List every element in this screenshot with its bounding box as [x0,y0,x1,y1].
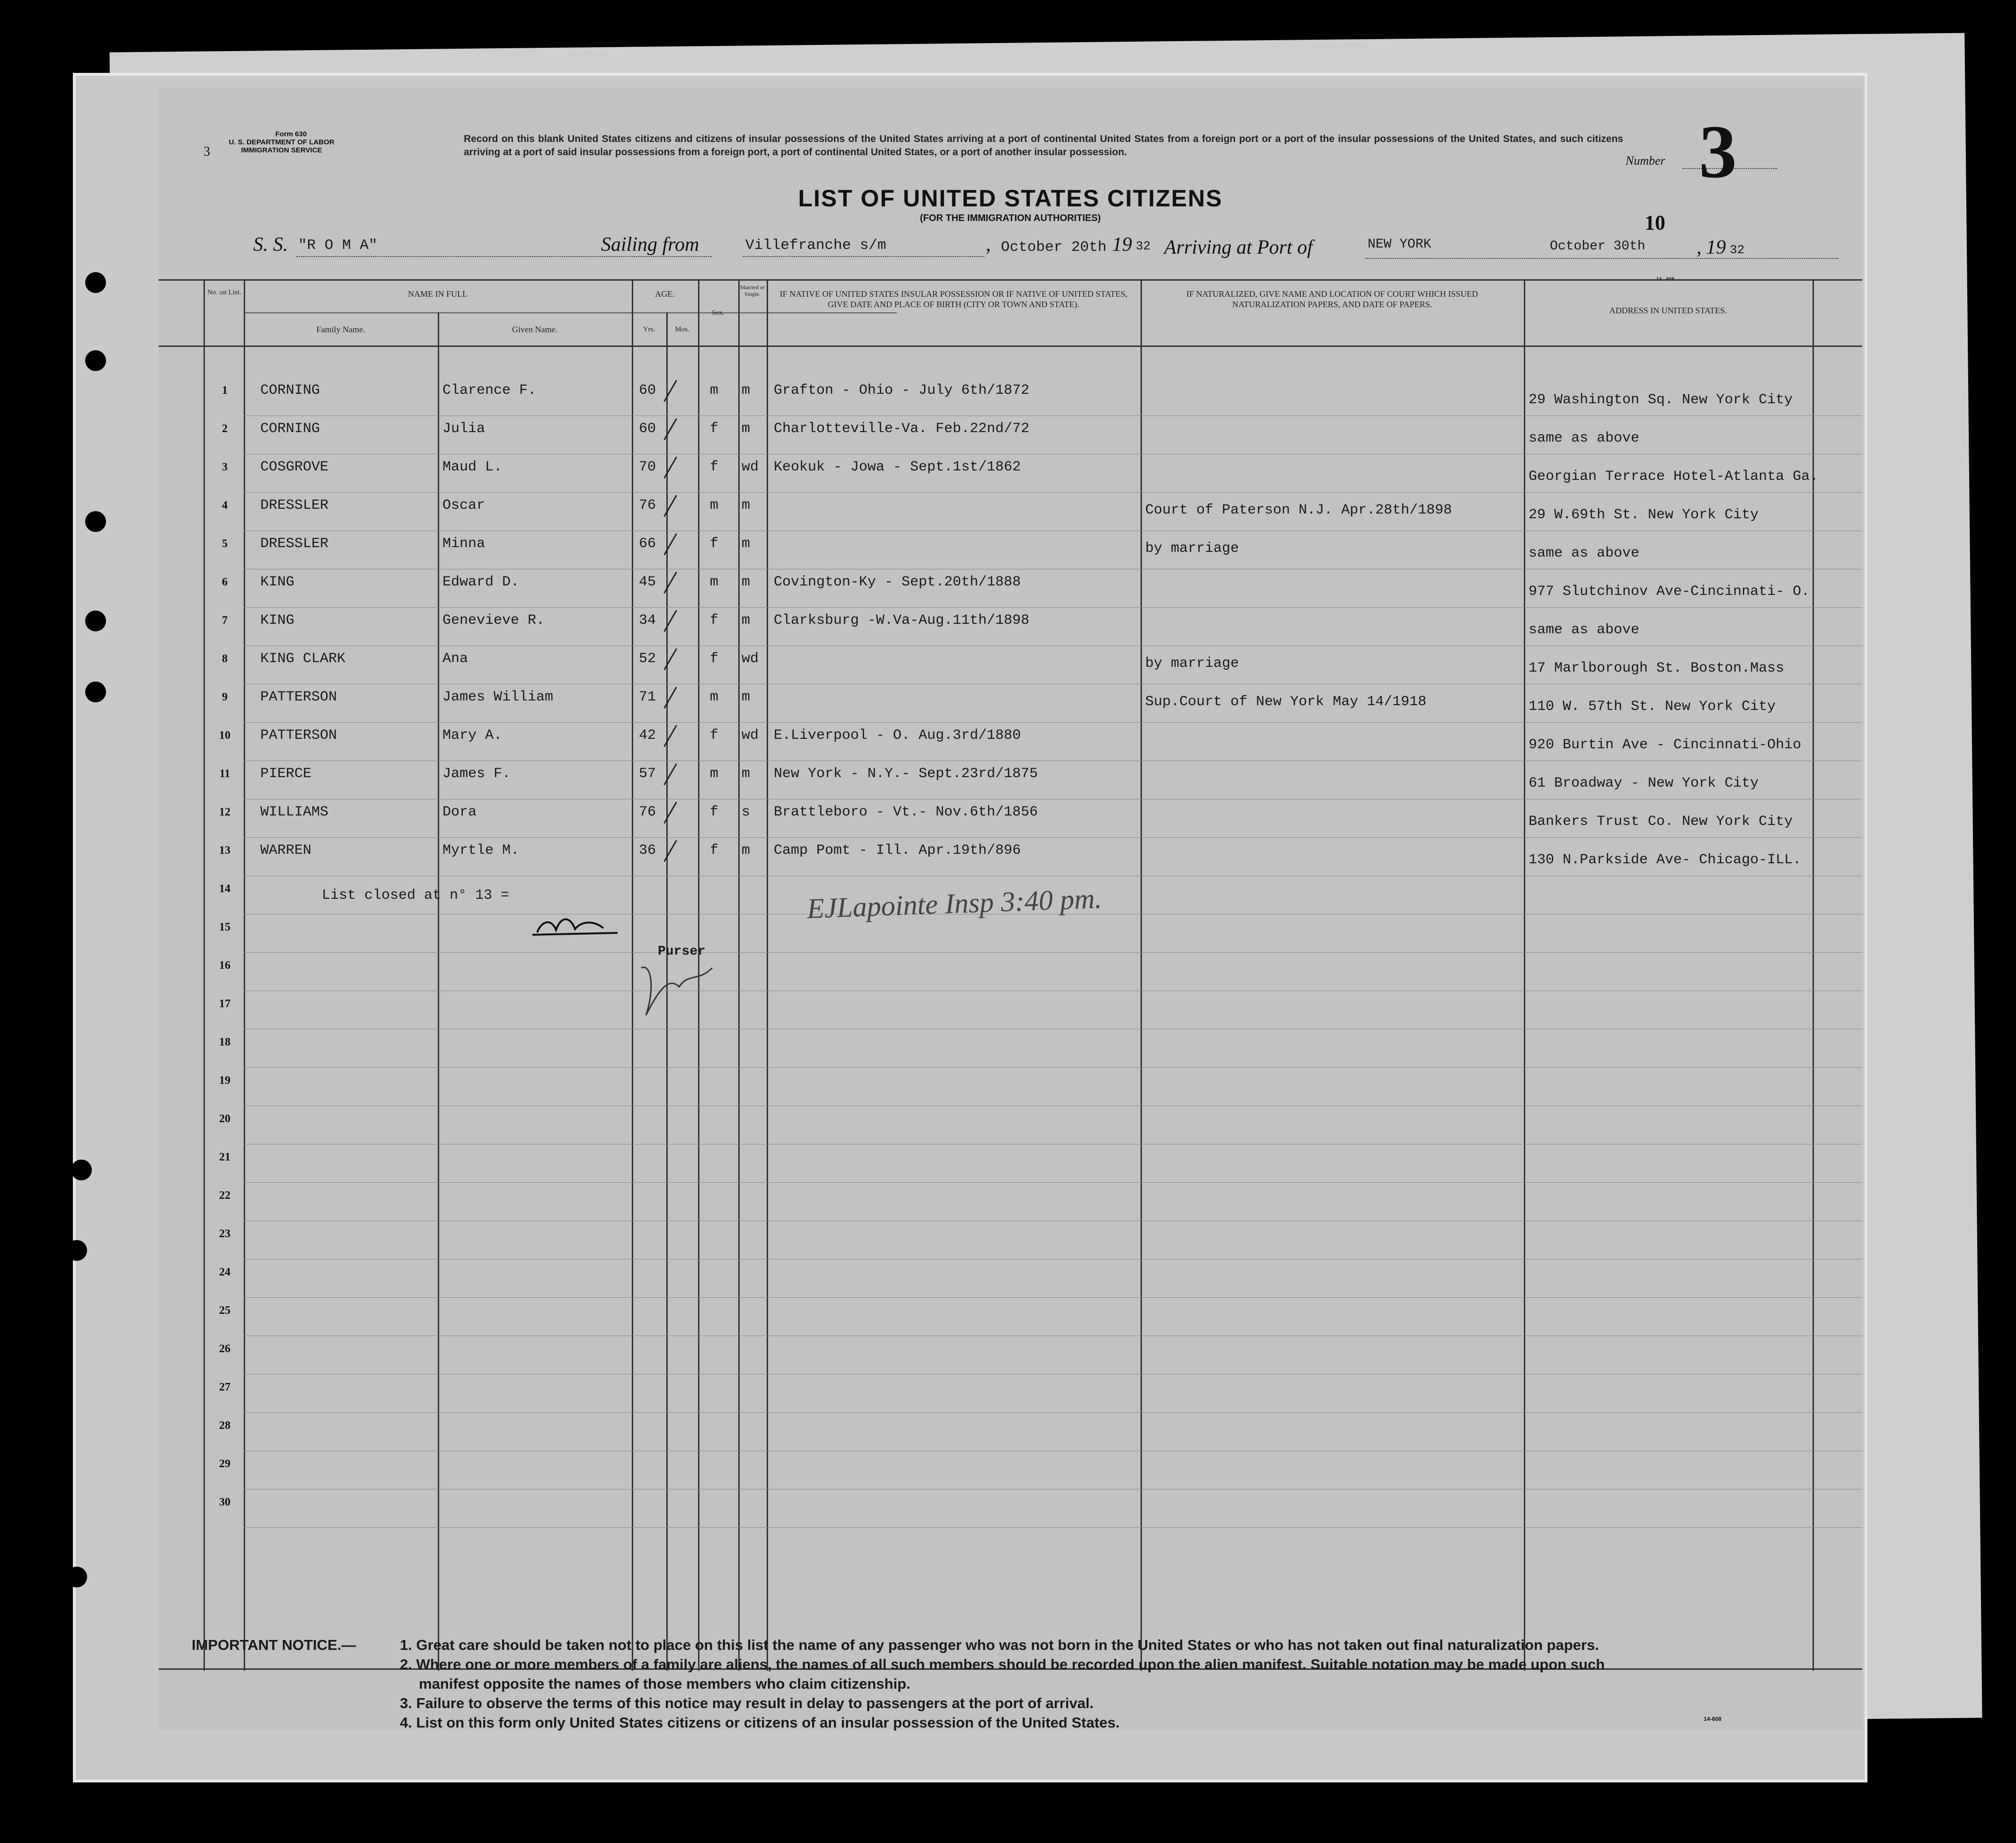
tick-mark-icon [663,725,677,747]
tick-mark-icon [663,418,677,441]
binder-hole-icon [71,1160,92,1180]
binder-hole-icon [85,350,106,371]
sex-cell: m [710,574,719,590]
row-rule [244,1182,1862,1183]
given-name-cell: Julia [442,421,486,437]
col-line [203,279,205,1671]
given-name-cell: James William [442,689,554,705]
address-cell: 29 Washington Sq. New York City [1529,392,1793,408]
birth-cell: Keokuk - Jowa - Sept.1st/1862 [774,459,1021,475]
row-number: 16 [219,959,230,972]
sex-cell: f [710,727,719,744]
header-address: ADDRESS IN UNITED STATES. [1609,306,1727,315]
family-name-cell: COSGROVE [260,459,329,475]
given-name-cell: Maud L. [442,459,503,475]
family-name-cell: PIERCE [260,766,312,782]
arrival-port: NEW YORK [1368,237,1432,252]
tick-mark-icon [663,763,677,786]
family-name-cell: KING [260,574,295,590]
row-number: 22 [219,1189,230,1202]
sailing-year: 32 [1136,239,1151,253]
tick-mark-icon [663,840,677,862]
family-name-cell: KING CLARK [260,651,346,667]
arrival-year-prefix: 19 [1706,237,1726,258]
row-number: 18 [219,1036,230,1048]
sex-cell: f [710,804,719,820]
given-name-cell: Dora [442,804,477,820]
naturalized-cell: by marriage [1145,656,1239,672]
sex-cell: f [710,651,719,667]
tick-mark-icon [663,380,677,402]
given-name-cell: Clarence F. [442,382,537,399]
row-number: 11 [219,768,230,780]
row-rule [244,1297,1862,1298]
table-top-border [159,279,1862,281]
header-no-on-list: No. on List. [207,289,241,296]
birth-cell: Covington-Ky - Sept.20th/1888 [774,574,1021,590]
arriving-label: Arriving at Port of [1164,237,1313,258]
service-label: IMMIGRATION SERVICE [241,146,322,154]
address-cell: Georgian Terrace Hotel-Atlanta Ga. [1529,469,1819,485]
row-number: 20 [219,1113,230,1125]
binder-hole-icon [85,682,106,702]
given-name-cell: Minna [442,536,486,552]
notice-item-2: 2. Where one or more members of a family are aliens, the names of all such members should be recorded upon the alien manifest. Suitable notation may be made upon such [400,1656,1605,1673]
birth-cell: Clarksburg -W.Va-Aug.11th/1898 [774,612,1030,629]
marital-cell: m [742,497,751,514]
row-number: 3 [222,461,228,473]
department-label: U. S. DEPARTMENT OF LABOR [229,138,335,146]
address-cell: same as above [1529,545,1640,561]
tick-mark-icon [663,572,677,594]
marital-cell: m [742,382,751,399]
col-line [244,279,245,1671]
arrival-underline [1365,258,1839,259]
printer-mark: 14-608 [1704,1716,1722,1722]
arrival-date: October 30th [1550,239,1645,254]
family-name-cell: KING [260,612,295,629]
inspector-note: EJLapointe Insp 3:40 pm. [806,883,1103,924]
notice-item-1: 1. Great care should be taken not to place on this list the name of any passenger who was not born in the United States or who has not taken out final naturalization papers. [400,1637,1599,1653]
binder-hole-icon [85,611,106,631]
row-number: 15 [219,921,230,933]
comma-sep-2: , [1697,237,1702,258]
family-name-cell: WARREN [260,842,312,859]
record-instructions: Record on this blank United States citizens and citizens of insular possessions of the United States arriving at a port of continental United States from a foreign port or a port of the insular possessions of the United States, and such citizens arriving at a port of said insular possessions from a foreign port, a port of continental United States, or a port of another insular possession. [464,133,1623,158]
row-number: 1 [222,384,228,397]
row-number: 6 [222,576,228,588]
address-cell: same as above [1529,622,1640,638]
address-cell: 977 Slutchinov Ave-Cincinnati- O. [1529,584,1810,600]
address-cell: 17 Marlborough St. Boston.Mass [1529,660,1785,676]
given-name-cell: Oscar [442,497,486,514]
page-number: 10 [1645,211,1665,234]
family-name-cell: DRESSLER [260,497,329,514]
birth-cell: Brattleboro - Vt.- Nov.6th/1856 [774,804,1038,820]
notice-item-3: 3. Failure to observe the terms of this notice may result in delay to passengers at the port of arrival. [400,1695,1094,1711]
header-age: AGE. [655,289,675,299]
sex-cell: f [710,612,719,629]
binder-hole-icon [85,511,106,532]
age-cell: 34 [639,612,656,629]
marital-cell: m [742,842,751,859]
sex-cell: f [710,536,719,552]
header-given-name: Given Name. [512,325,557,334]
row-rule [244,492,1862,493]
age-cell: 71 [639,689,656,705]
address-cell: 61 Broadway - New York City [1529,775,1759,791]
age-cell: 57 [639,766,656,782]
col-line [767,279,768,1671]
row-rule [244,1527,1862,1528]
sailing-year-prefix: 19 [1112,234,1132,256]
row-number: 30 [219,1496,230,1508]
given-name-cell: Genevieve R. [442,612,545,629]
row-number: 29 [219,1458,230,1470]
sailing-port: Villefranche s/m [745,237,886,254]
binder-hole-icon [66,1240,87,1261]
manifest-page [159,88,1862,1730]
family-name-cell: CORNING [260,421,320,437]
ss-label: S. S. [253,234,288,256]
header-bottom-border [159,346,1862,347]
marital-cell: m [742,421,751,437]
ship-underline [296,256,712,257]
col-line [1141,279,1142,1671]
age-cell: 76 [639,497,656,514]
header-yrs: Yrs. [643,326,655,333]
given-name-cell: Myrtle M. [442,842,520,859]
row-number: 23 [219,1228,230,1240]
sex-cell: f [710,842,719,859]
header-birth: IF NATIVE OF UNITED STATES INSULAR POSSESSION OR IF NATIVE OF UNITED STATES, GIVE DATE AND PLACE OF BIRTH (CITY OR TOWN AND STATE). [779,289,1128,309]
age-cell: 45 [639,574,656,590]
row-number: 4 [222,499,228,512]
marital-cell: m [742,689,751,705]
port-underline [743,256,984,257]
marital-cell: wd [742,727,759,744]
family-name-cell: WILLIAMS [260,804,329,820]
header-sex: Sex. [712,309,725,317]
header-subline [244,312,897,313]
age-cell: 76 [639,804,656,820]
header-naturalized: IF NATURALIZED, GIVE NAME AND LOCATION OF COURT WHICH ISSUED NATURALIZATION PAPERS, AND DATE OF PAPERS. [1186,289,1478,309]
inspector-initials [632,958,726,1034]
notice-item-4: 4. List on this form only United States citizens or citizens of an insular possession of the United States. [400,1714,1120,1731]
sex-cell: m [710,766,719,782]
form-header [196,130,367,154]
sailing-label: Sailing from [601,234,699,256]
row-number: 25 [219,1304,230,1317]
family-name-cell: PATTERSON [260,727,337,744]
marital-cell: m [742,536,751,552]
list-closed-note: List closed at n° 13 = [322,887,510,904]
row-number: 21 [219,1151,230,1163]
tick-mark-icon [663,802,677,824]
naturalized-cell: Sup.Court of New York May 14/1918 [1145,694,1427,710]
header-name-in-full: NAME IN FULL [408,289,468,299]
corner-mark: 3 [203,144,210,159]
age-cell: 52 [639,651,656,667]
row-rule [244,1412,1862,1413]
naturalized-cell: Court of Paterson N.J. Apr.28th/1898 [1145,502,1452,518]
tick-mark-icon [663,495,677,517]
birth-cell: Camp Pomt - Ill. Apr.19th/896 [774,842,1021,859]
arrival-year: 32 [1730,243,1745,257]
given-name-cell: James F. [442,766,511,782]
sex-cell: m [710,689,719,705]
purser-signature [523,911,627,949]
tick-mark-icon [663,457,677,479]
given-name-cell: Ana [442,651,469,667]
age-cell: 60 [639,382,656,399]
voyage-line [159,230,1862,267]
row-number: 26 [219,1343,230,1355]
age-cell: 60 [639,421,656,437]
birth-cell: Charlotteville-Va. Feb.22nd/72 [774,421,1030,437]
row-rule [244,607,1862,608]
sex-cell: f [710,459,719,475]
address-cell: 29 W.69th St. New York City [1529,507,1759,523]
birth-cell: Grafton - Ohio - July 6th/1872 [774,382,1030,399]
sex-cell: f [710,421,719,437]
header-family-name: Family Name. [316,325,365,334]
row-rule [244,1067,1862,1068]
number-label: Number [1626,154,1665,168]
row-rule [244,837,1862,838]
col-line [1813,279,1814,1671]
header-mos: Mos. [675,326,690,333]
row-number: 2 [222,423,228,435]
naturalized-cell: by marriage [1145,540,1239,557]
form-number: Form 630 [275,130,307,138]
birth-cell: E.Liverpool - O. Aug.3rd/1880 [774,727,1021,744]
sailing-date: October 20th [1001,239,1107,256]
row-number: 24 [219,1266,230,1278]
row-number: 28 [219,1419,230,1432]
marital-cell: wd [742,459,759,475]
col-line [438,312,439,1671]
marital-cell: s [742,804,751,820]
binder-hole-icon [66,1567,87,1587]
marital-cell: wd [742,651,759,667]
binder-hole-icon [85,272,106,293]
row-number: 10 [219,729,230,742]
address-cell: same as above [1529,430,1640,446]
col-line [1524,279,1525,1671]
family-name-cell: CORNING [260,382,320,399]
purser-label: Purser [658,944,706,959]
manifest-table [159,279,1862,1671]
row-number: 13 [219,844,230,857]
notice-item-2b: manifest opposite the names of those members who claim citizenship. [419,1675,911,1692]
list-number: 3 [1699,109,1737,194]
comma-sep: , [986,234,991,256]
header-married-single: Married or Single. [740,284,765,297]
row-rule [244,952,1862,953]
row-number: 14 [219,883,230,895]
row-number: 8 [222,653,228,665]
page-title: LIST OF UNITED STATES CITIZENS [798,185,1223,212]
row-number: 7 [222,614,228,627]
col-line [738,279,740,1671]
sex-cell: m [710,497,719,514]
row-rule [244,722,1862,723]
row-number: 9 [222,691,228,703]
row-number: 27 [219,1381,230,1393]
address-cell: 920 Burtin Ave - Cincinnati-Ohio [1529,737,1802,753]
marital-cell: m [742,766,751,782]
tick-mark-icon [663,648,677,671]
row-number: 19 [219,1074,230,1087]
address-cell: 130 N.Parkside Ave- Chicago-ILL. [1529,852,1802,868]
family-name-cell: PATTERSON [260,689,337,705]
address-cell: 110 W. 57th St. New York City [1529,699,1776,715]
tick-mark-icon [663,533,677,556]
age-cell: 70 [639,459,656,475]
sex-cell: m [710,382,719,399]
given-name-cell: Mary A. [442,727,503,744]
row-number: 5 [222,538,228,550]
ship-name: "R O M A" [298,237,378,254]
age-cell: 36 [639,842,656,859]
family-name-cell: DRESSLER [260,536,329,552]
address-cell: Bankers Trust Co. New York City [1529,814,1793,830]
row-number: 17 [219,998,230,1010]
page-subtitle: (FOR THE IMMIGRATION AUTHORITIES) [920,213,1101,223]
tick-mark-icon [663,687,677,709]
tick-mark-icon [663,610,677,632]
marital-cell: m [742,574,751,590]
marital-cell: m [742,612,751,629]
given-name-cell: Edward D. [442,574,520,590]
age-cell: 66 [639,536,656,552]
birth-cell: New York - N.Y.- Sept.23rd/1875 [774,766,1038,782]
notice-lead: IMPORTANT NOTICE.— [192,1637,356,1653]
row-number: 12 [219,806,230,818]
age-cell: 42 [639,727,656,744]
